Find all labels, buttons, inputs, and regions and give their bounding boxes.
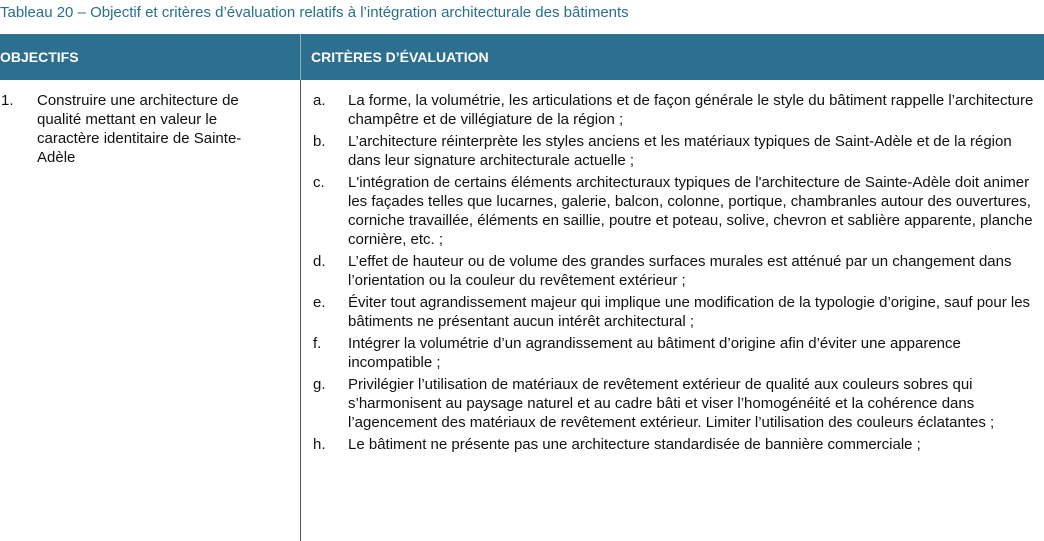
header-objectives: OBJECTIFS (0, 34, 301, 80)
criterion-letter: c. (313, 174, 325, 191)
criterion-text: L'intégration de certains éléments architecturaux typiques de l'architecture de Sainte-Adèle doit animer les façades telles que lucarnes, galerie, balcon, colonne, portique, chambranles autour des ouvertures, corniche travaillée, éléments en saillie, poutre et poteau, solive, chevron et sablière apparente, planche cornière, etc. ; (348, 174, 1033, 248)
header-criteria: CRITÈRES D’ÉVALUATION (311, 49, 489, 65)
criterion-item (313, 334, 1040, 372)
criterion-item (313, 375, 1040, 432)
table-caption: Tableau 20 – Objectif et critères d’évaluation relatifs à l’intégration architecturale des bâtiments (0, 4, 629, 21)
criteria-cell (301, 80, 1044, 541)
criterion-item (313, 293, 1040, 331)
criterion-item (313, 173, 1040, 249)
criterion-item (313, 435, 1040, 454)
criterion-letter: g. (313, 376, 326, 393)
criterion-letter: f. (313, 335, 322, 352)
criterion-text: Éviter tout agrandissement majeur qui implique une modification de la typologie d’origine, sauf pour les bâtiments ne présentant aucun intérêt architectural ; (348, 294, 1031, 330)
criterion-text: La forme, la volumétrie, les articulations et de façon générale le style du bâtiment rappelle l’architecture champêtre et de villégiature de la région ; (348, 92, 1034, 128)
objective-number: 1. (1, 92, 14, 109)
objective-item (0, 91, 278, 167)
criterion-text: L’effet de hauteur ou de volume des grandes surfaces murales est atténué par un changement dans l’orientation ou la couleur du revêtement extérieur ; (348, 253, 1012, 289)
objective-text: Construire une architecture de qualité mettant en valeur le caractère identitaire de Sainte-Adèle (37, 92, 242, 166)
table-header-row (0, 34, 1044, 80)
criterion-text: L’architecture réinterprète les styles anciens et les matériaux typiques de Saint-Adèle et de la région dans leur signature architecturale actuelle ; (348, 133, 1012, 169)
criteria-table (0, 34, 1044, 541)
criterion-letter: d. (313, 253, 326, 270)
criterion-letter: b. (313, 133, 326, 150)
criterion-item (313, 252, 1040, 290)
criterion-item (313, 132, 1040, 170)
criterion-text: Privilégier l’utilisation de matériaux de revêtement extérieur de qualité aux couleurs sobres qui s’harmonisent au paysage naturel et au cadre bâti et viser l’homogénéité et la cohérence dans l’agencement des matériaux de revêtement extérieur. Limiter l’utilisation des couleurs éclatantes ; (348, 376, 995, 431)
criterion-text: Intégrer la volumétrie d’un agrandissement au bâtiment d’origine afin d’éviter une apparence incompatible ; (348, 335, 961, 371)
criterion-text: Le bâtiment ne présente pas une architecture standardisée de bannière commerciale ; (348, 436, 921, 453)
criterion-letter: e. (313, 294, 326, 311)
criterion-letter: a. (313, 92, 326, 109)
criterion-item (313, 91, 1040, 129)
objective-cell (0, 80, 301, 541)
table-body-row (0, 80, 1044, 541)
criterion-letter: h. (313, 436, 326, 453)
